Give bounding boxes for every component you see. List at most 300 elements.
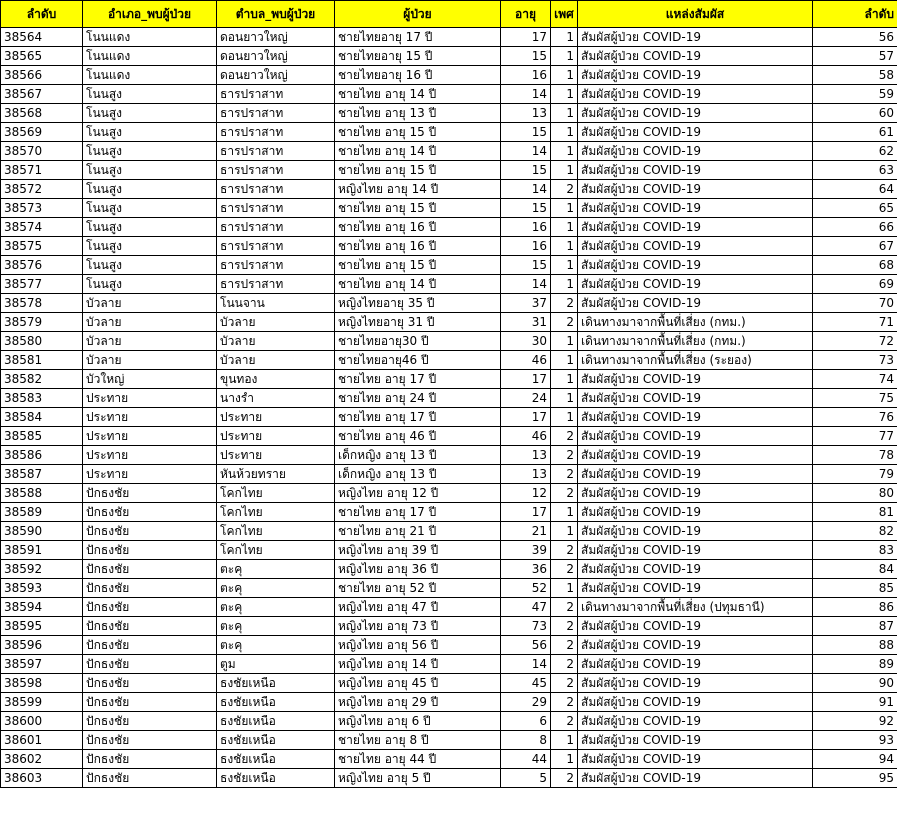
cell-sex: 1 xyxy=(551,522,578,541)
cell-subdistrict: บัวลาย xyxy=(217,351,335,370)
cell-id: 38568 xyxy=(1,104,83,123)
cell-district: ประทาย xyxy=(83,389,217,408)
cell-id: 38597 xyxy=(1,655,83,674)
cell-sex: 2 xyxy=(551,313,578,332)
cell-seq: 83 xyxy=(813,541,897,560)
cell-id: 38576 xyxy=(1,256,83,275)
cell-district: ปักธงชัย xyxy=(83,636,217,655)
cell-source: สัมผัสผู้ป่วย COVID-19 xyxy=(578,636,813,655)
cell-age: 15 xyxy=(501,123,551,142)
cell-source: สัมผัสผู้ป่วย COVID-19 xyxy=(578,484,813,503)
cell-id: 38575 xyxy=(1,237,83,256)
cell-district: ปักธงชัย xyxy=(83,655,217,674)
table-row xyxy=(1,313,897,332)
table-row xyxy=(1,598,897,617)
cell-subdistrict: ธงชัยเหนือ xyxy=(217,712,335,731)
cell-district: ปักธงชัย xyxy=(83,560,217,579)
cell-source: สัมผัสผู้ป่วย COVID-19 xyxy=(578,180,813,199)
cell-id: 38585 xyxy=(1,427,83,446)
header-age: อายุ xyxy=(501,1,551,28)
cell-id: 38572 xyxy=(1,180,83,199)
cell-id: 38586 xyxy=(1,446,83,465)
cell-id: 38583 xyxy=(1,389,83,408)
cell-source: สัมผัสผู้ป่วย COVID-19 xyxy=(578,389,813,408)
cell-sex: 2 xyxy=(551,712,578,731)
cell-age: 14 xyxy=(501,655,551,674)
cell-patient: ชายไทย อายุ 46 ปี xyxy=(335,427,501,446)
table-row xyxy=(1,750,897,769)
cell-age: 29 xyxy=(501,693,551,712)
table-row xyxy=(1,256,897,275)
cell-source: สัมผัสผู้ป่วย COVID-19 xyxy=(578,142,813,161)
cell-seq: 87 xyxy=(813,617,897,636)
cell-source: สัมผัสผู้ป่วย COVID-19 xyxy=(578,237,813,256)
table-row xyxy=(1,522,897,541)
cell-sex: 2 xyxy=(551,427,578,446)
cell-source: สัมผัสผู้ป่วย COVID-19 xyxy=(578,465,813,484)
table-row xyxy=(1,427,897,446)
cell-district: โนนแดง xyxy=(83,47,217,66)
cell-district: ปักธงชัย xyxy=(83,598,217,617)
cell-patient: เด็กหญิง อายุ 13 ปี xyxy=(335,446,501,465)
cell-id: 38602 xyxy=(1,750,83,769)
header-seq: ลำดับ xyxy=(813,1,897,28)
cell-district: บัวลาย xyxy=(83,313,217,332)
cell-source: สัมผัสผู้ป่วย COVID-19 xyxy=(578,541,813,560)
cell-patient: หญิงไทย อายุ 5 ปี xyxy=(335,769,501,788)
cell-district: โนนสูง xyxy=(83,237,217,256)
cell-age: 45 xyxy=(501,674,551,693)
header-patient: ผู้ป่วย xyxy=(335,1,501,28)
cell-patient: หญิงไทย อายุ 29 ปี xyxy=(335,693,501,712)
cell-seq: 71 xyxy=(813,313,897,332)
cell-sex: 1 xyxy=(551,237,578,256)
cell-sex: 2 xyxy=(551,446,578,465)
cell-subdistrict: ตะคุ xyxy=(217,598,335,617)
table-row xyxy=(1,351,897,370)
cell-district: ปักธงชัย xyxy=(83,522,217,541)
cell-subdistrict: ขุนทอง xyxy=(217,370,335,389)
cell-id: 38601 xyxy=(1,731,83,750)
cell-id: 38591 xyxy=(1,541,83,560)
cell-patient: ชายไทย อายุ 15 ปี xyxy=(335,123,501,142)
cell-source: สัมผัสผู้ป่วย COVID-19 xyxy=(578,560,813,579)
table-row xyxy=(1,47,897,66)
table-row xyxy=(1,731,897,750)
cell-district: โนนสูง xyxy=(83,275,217,294)
cell-sex: 1 xyxy=(551,275,578,294)
cell-id: 38569 xyxy=(1,123,83,142)
cell-source: เดินทางมาจากพื้นที่เสี่ยง (กทม.) xyxy=(578,332,813,351)
cell-age: 46 xyxy=(501,351,551,370)
cell-source: สัมผัสผู้ป่วย COVID-19 xyxy=(578,85,813,104)
table-row xyxy=(1,617,897,636)
table-row xyxy=(1,161,897,180)
cell-seq: 85 xyxy=(813,579,897,598)
cell-seq: 65 xyxy=(813,199,897,218)
cell-sex: 2 xyxy=(551,484,578,503)
cell-patient: ชายไทยอายุ 17 ปี xyxy=(335,28,501,47)
cell-district: ปักธงชัย xyxy=(83,579,217,598)
cell-age: 73 xyxy=(501,617,551,636)
cell-age: 36 xyxy=(501,560,551,579)
header-sex: เพศ xyxy=(551,1,578,28)
cell-sex: 1 xyxy=(551,332,578,351)
cell-district: ปักธงชัย xyxy=(83,503,217,522)
cell-patient: ชายไทยอายุ46 ปี xyxy=(335,351,501,370)
cell-age: 31 xyxy=(501,313,551,332)
cell-patient: ชายไทย อายุ 21 ปี xyxy=(335,522,501,541)
cell-subdistrict: ธารปราสาท xyxy=(217,142,335,161)
cell-sex: 2 xyxy=(551,769,578,788)
cell-source: สัมผัสผู้ป่วย COVID-19 xyxy=(578,769,813,788)
cell-id: 38566 xyxy=(1,66,83,85)
cell-id: 38599 xyxy=(1,693,83,712)
cell-subdistrict: ธารปราสาท xyxy=(217,275,335,294)
cell-patient: หญิงไทยอายุ 31 ปี xyxy=(335,313,501,332)
cell-seq: 78 xyxy=(813,446,897,465)
cell-seq: 68 xyxy=(813,256,897,275)
cell-patient: เด็กหญิง อายุ 13 ปี xyxy=(335,465,501,484)
cell-source: สัมผัสผู้ป่วย COVID-19 xyxy=(578,712,813,731)
cell-subdistrict: ธงชัยเหนือ xyxy=(217,750,335,769)
cell-subdistrict: หันห้วยทราย xyxy=(217,465,335,484)
table-row xyxy=(1,541,897,560)
cell-seq: 58 xyxy=(813,66,897,85)
cell-age: 15 xyxy=(501,47,551,66)
cell-id: 38574 xyxy=(1,218,83,237)
table-row xyxy=(1,560,897,579)
cell-seq: 75 xyxy=(813,389,897,408)
cell-sex: 1 xyxy=(551,161,578,180)
cell-district: ประทาย xyxy=(83,465,217,484)
cell-patient: หญิงไทย อายุ 36 ปี xyxy=(335,560,501,579)
cell-district: โนนแดง xyxy=(83,66,217,85)
cell-age: 52 xyxy=(501,579,551,598)
table-row xyxy=(1,66,897,85)
cell-patient: ชายไทย อายุ 15 ปี xyxy=(335,161,501,180)
cell-source: สัมผัสผู้ป่วย COVID-19 xyxy=(578,427,813,446)
cell-patient: ชายไทย อายุ 44 ปี xyxy=(335,750,501,769)
cell-seq: 66 xyxy=(813,218,897,237)
cell-subdistrict: นางรำ xyxy=(217,389,335,408)
cell-sex: 2 xyxy=(551,598,578,617)
cell-source: เดินทางมาจากพื้นที่เสี่ยง (ระยอง) xyxy=(578,351,813,370)
cell-patient: หญิงไทย อายุ 73 ปี xyxy=(335,617,501,636)
cell-sex: 2 xyxy=(551,655,578,674)
cell-sex: 1 xyxy=(551,104,578,123)
cell-district: โนนแดง xyxy=(83,28,217,47)
cell-patient: ชายไทย อายุ 52 ปี xyxy=(335,579,501,598)
cell-age: 39 xyxy=(501,541,551,560)
table-row xyxy=(1,465,897,484)
cell-id: 38581 xyxy=(1,351,83,370)
cell-seq: 82 xyxy=(813,522,897,541)
table-row xyxy=(1,332,897,351)
cell-subdistrict: โคกไทย xyxy=(217,522,335,541)
cell-sex: 1 xyxy=(551,218,578,237)
cell-patient: หญิงไทย อายุ 6 ปี xyxy=(335,712,501,731)
table-row xyxy=(1,123,897,142)
table-row xyxy=(1,180,897,199)
cell-sex: 1 xyxy=(551,389,578,408)
cell-seq: 67 xyxy=(813,237,897,256)
cell-age: 17 xyxy=(501,28,551,47)
table-body xyxy=(1,28,897,788)
cell-subdistrict: โคกไทย xyxy=(217,484,335,503)
cell-subdistrict: ดอนยาวใหญ่ xyxy=(217,28,335,47)
header-subdistrict: ตำบล_พบผู้ป่วย xyxy=(217,1,335,28)
table-row xyxy=(1,294,897,313)
cell-sex: 1 xyxy=(551,256,578,275)
cell-seq: 56 xyxy=(813,28,897,47)
cell-source: สัมผัสผู้ป่วย COVID-19 xyxy=(578,256,813,275)
cell-id: 38567 xyxy=(1,85,83,104)
cell-subdistrict: ธารปราสาท xyxy=(217,237,335,256)
cell-seq: 84 xyxy=(813,560,897,579)
cell-patient: หญิงไทย อายุ 12 ปี xyxy=(335,484,501,503)
cell-subdistrict: ธารปราสาท xyxy=(217,218,335,237)
cell-id: 38592 xyxy=(1,560,83,579)
cell-source: สัมผัสผู้ป่วย COVID-19 xyxy=(578,47,813,66)
cell-source: สัมผัสผู้ป่วย COVID-19 xyxy=(578,408,813,427)
cell-sex: 2 xyxy=(551,560,578,579)
cell-patient: หญิงไทยอายุ 35 ปี xyxy=(335,294,501,313)
cell-seq: 64 xyxy=(813,180,897,199)
cell-age: 30 xyxy=(501,332,551,351)
cell-district: ประทาย xyxy=(83,446,217,465)
cell-patient: ชายไทย อายุ 14 ปี xyxy=(335,142,501,161)
cell-id: 38589 xyxy=(1,503,83,522)
cell-sex: 1 xyxy=(551,66,578,85)
header-source: แหล่งสัมผัส xyxy=(578,1,813,28)
cell-seq: 79 xyxy=(813,465,897,484)
cell-source: สัมผัสผู้ป่วย COVID-19 xyxy=(578,161,813,180)
cell-id: 38570 xyxy=(1,142,83,161)
cell-age: 16 xyxy=(501,66,551,85)
cell-age: 17 xyxy=(501,370,551,389)
table-row xyxy=(1,142,897,161)
cell-age: 37 xyxy=(501,294,551,313)
cell-age: 46 xyxy=(501,427,551,446)
cell-district: โนนสูง xyxy=(83,180,217,199)
cell-id: 38578 xyxy=(1,294,83,313)
cell-district: บัวลาย xyxy=(83,332,217,351)
cell-subdistrict: โคกไทย xyxy=(217,541,335,560)
cell-id: 38590 xyxy=(1,522,83,541)
cell-sex: 2 xyxy=(551,693,578,712)
cell-patient: ชายไทย อายุ 15 ปี xyxy=(335,256,501,275)
cell-subdistrict: ธงชัยเหนือ xyxy=(217,674,335,693)
cell-subdistrict: ธงชัยเหนือ xyxy=(217,769,335,788)
cell-age: 16 xyxy=(501,218,551,237)
cell-patient: ชายไทย อายุ 15 ปี xyxy=(335,199,501,218)
cell-source: สัมผัสผู้ป่วย COVID-19 xyxy=(578,750,813,769)
cell-subdistrict: ธารปราสาท xyxy=(217,180,335,199)
cell-district: โนนสูง xyxy=(83,256,217,275)
cell-age: 14 xyxy=(501,180,551,199)
cell-source: สัมผัสผู้ป่วย COVID-19 xyxy=(578,294,813,313)
cell-id: 38580 xyxy=(1,332,83,351)
table-row xyxy=(1,85,897,104)
cell-id: 38598 xyxy=(1,674,83,693)
cell-seq: 91 xyxy=(813,693,897,712)
cell-seq: 89 xyxy=(813,655,897,674)
cell-sex: 1 xyxy=(551,47,578,66)
table-row xyxy=(1,674,897,693)
cell-sex: 1 xyxy=(551,351,578,370)
cell-source: สัมผัสผู้ป่วย COVID-19 xyxy=(578,731,813,750)
cell-patient: ชายไทย อายุ 16 ปี xyxy=(335,218,501,237)
cell-age: 12 xyxy=(501,484,551,503)
table-row xyxy=(1,636,897,655)
cell-source: สัมผัสผู้ป่วย COVID-19 xyxy=(578,66,813,85)
table-row xyxy=(1,579,897,598)
cell-age: 16 xyxy=(501,237,551,256)
cell-source: สัมผัสผู้ป่วย COVID-19 xyxy=(578,617,813,636)
cell-district: โนนสูง xyxy=(83,142,217,161)
cell-age: 15 xyxy=(501,161,551,180)
table-row xyxy=(1,104,897,123)
cell-subdistrict: ธารปราสาท xyxy=(217,161,335,180)
cell-seq: 88 xyxy=(813,636,897,655)
cell-district: ปักธงชัย xyxy=(83,693,217,712)
cell-age: 56 xyxy=(501,636,551,655)
cell-age: 44 xyxy=(501,750,551,769)
cell-seq: 60 xyxy=(813,104,897,123)
cell-district: ปักธงชัย xyxy=(83,712,217,731)
cell-district: ปักธงชัย xyxy=(83,769,217,788)
cell-id: 38596 xyxy=(1,636,83,655)
cell-district: บัวใหญ่ xyxy=(83,370,217,389)
cell-source: สัมผัสผู้ป่วย COVID-19 xyxy=(578,522,813,541)
cell-source: สัมผัสผู้ป่วย COVID-19 xyxy=(578,655,813,674)
cell-subdistrict: ดอนยาวใหญ่ xyxy=(217,47,335,66)
cell-id: 38587 xyxy=(1,465,83,484)
cell-seq: 94 xyxy=(813,750,897,769)
cell-subdistrict: ตะคุ xyxy=(217,617,335,636)
cell-id: 38564 xyxy=(1,28,83,47)
cell-subdistrict: ดอนยาวใหญ่ xyxy=(217,66,335,85)
cell-seq: 90 xyxy=(813,674,897,693)
cell-source: สัมผัสผู้ป่วย COVID-19 xyxy=(578,28,813,47)
cell-patient: ชายไทย อายุ 14 ปี xyxy=(335,275,501,294)
cell-seq: 95 xyxy=(813,769,897,788)
table-row xyxy=(1,712,897,731)
cell-sex: 2 xyxy=(551,617,578,636)
cell-district: ประทาย xyxy=(83,427,217,446)
cell-source: สัมผัสผู้ป่วย COVID-19 xyxy=(578,104,813,123)
cell-patient: ชายไทย อายุ 8 ปี xyxy=(335,731,501,750)
cell-district: ปักธงชัย xyxy=(83,750,217,769)
cell-source: สัมผัสผู้ป่วย COVID-19 xyxy=(578,579,813,598)
cell-seq: 80 xyxy=(813,484,897,503)
header-district: อำเภอ_พบผู้ป่วย xyxy=(83,1,217,28)
cell-patient: หญิงไทย อายุ 39 ปี xyxy=(335,541,501,560)
cell-patient: ชายไทย อายุ 14 ปี xyxy=(335,85,501,104)
cell-subdistrict: ธงชัยเหนือ xyxy=(217,731,335,750)
cell-subdistrict: ประทาย xyxy=(217,446,335,465)
cell-age: 13 xyxy=(501,446,551,465)
cell-id: 38577 xyxy=(1,275,83,294)
cell-age: 5 xyxy=(501,769,551,788)
cell-subdistrict: บัวลาย xyxy=(217,332,335,351)
table-row xyxy=(1,484,897,503)
cell-district: บัวลาย xyxy=(83,294,217,313)
cell-source: สัมผัสผู้ป่วย COVID-19 xyxy=(578,370,813,389)
cell-seq: 63 xyxy=(813,161,897,180)
cell-sex: 1 xyxy=(551,579,578,598)
table-row xyxy=(1,503,897,522)
cell-age: 15 xyxy=(501,256,551,275)
cell-age: 17 xyxy=(501,408,551,427)
cell-sex: 2 xyxy=(551,674,578,693)
cell-seq: 77 xyxy=(813,427,897,446)
cell-id: 38600 xyxy=(1,712,83,731)
header-id: ลำดับ xyxy=(1,1,83,28)
table-row xyxy=(1,370,897,389)
cell-seq: 59 xyxy=(813,85,897,104)
cell-sex: 1 xyxy=(551,750,578,769)
cell-id: 38603 xyxy=(1,769,83,788)
cell-sex: 2 xyxy=(551,541,578,560)
table-row xyxy=(1,655,897,674)
cell-subdistrict: ธงชัยเหนือ xyxy=(217,693,335,712)
cell-district: ปักธงชัย xyxy=(83,484,217,503)
cell-source: สัมผัสผู้ป่วย COVID-19 xyxy=(578,123,813,142)
cell-seq: 93 xyxy=(813,731,897,750)
cell-district: ปักธงชัย xyxy=(83,674,217,693)
cell-source: สัมผัสผู้ป่วย COVID-19 xyxy=(578,275,813,294)
cell-age: 21 xyxy=(501,522,551,541)
cell-id: 38584 xyxy=(1,408,83,427)
cell-district: ปักธงชัย xyxy=(83,731,217,750)
cell-age: 14 xyxy=(501,85,551,104)
table-row xyxy=(1,446,897,465)
cell-sex: 1 xyxy=(551,408,578,427)
cell-patient: หญิงไทย อายุ 47 ปี xyxy=(335,598,501,617)
cell-age: 14 xyxy=(501,275,551,294)
cell-sex: 2 xyxy=(551,465,578,484)
cell-id: 38565 xyxy=(1,47,83,66)
cell-subdistrict: ตะคุ xyxy=(217,636,335,655)
cell-patient: ชายไทย อายุ 24 ปี xyxy=(335,389,501,408)
cell-seq: 72 xyxy=(813,332,897,351)
cell-sex: 1 xyxy=(551,142,578,161)
cell-source: เดินทางมาจากพื้นที่เสี่ยง (กทม.) xyxy=(578,313,813,332)
cell-patient: หญิงไทย อายุ 14 ปี xyxy=(335,180,501,199)
cell-patient: ชายไทย อายุ 17 ปี xyxy=(335,408,501,427)
cell-seq: 73 xyxy=(813,351,897,370)
table-row xyxy=(1,769,897,788)
cell-seq: 61 xyxy=(813,123,897,142)
cell-district: บัวลาย xyxy=(83,351,217,370)
header-row xyxy=(1,1,897,28)
cell-id: 38594 xyxy=(1,598,83,617)
cell-district: โนนสูง xyxy=(83,199,217,218)
cell-subdistrict: บัวลาย xyxy=(217,313,335,332)
cell-subdistrict: ตูม xyxy=(217,655,335,674)
cell-sex: 1 xyxy=(551,503,578,522)
cell-subdistrict: ตะคุ xyxy=(217,579,335,598)
cell-seq: 76 xyxy=(813,408,897,427)
cell-id: 38582 xyxy=(1,370,83,389)
cell-patient: ชายไทย อายุ 17 ปี xyxy=(335,370,501,389)
cell-source: เดินทางมาจากพื้นที่เสี่ยง (ปทุมธานี) xyxy=(578,598,813,617)
cell-seq: 57 xyxy=(813,47,897,66)
cell-age: 14 xyxy=(501,142,551,161)
cell-subdistrict: โนนจาน xyxy=(217,294,335,313)
